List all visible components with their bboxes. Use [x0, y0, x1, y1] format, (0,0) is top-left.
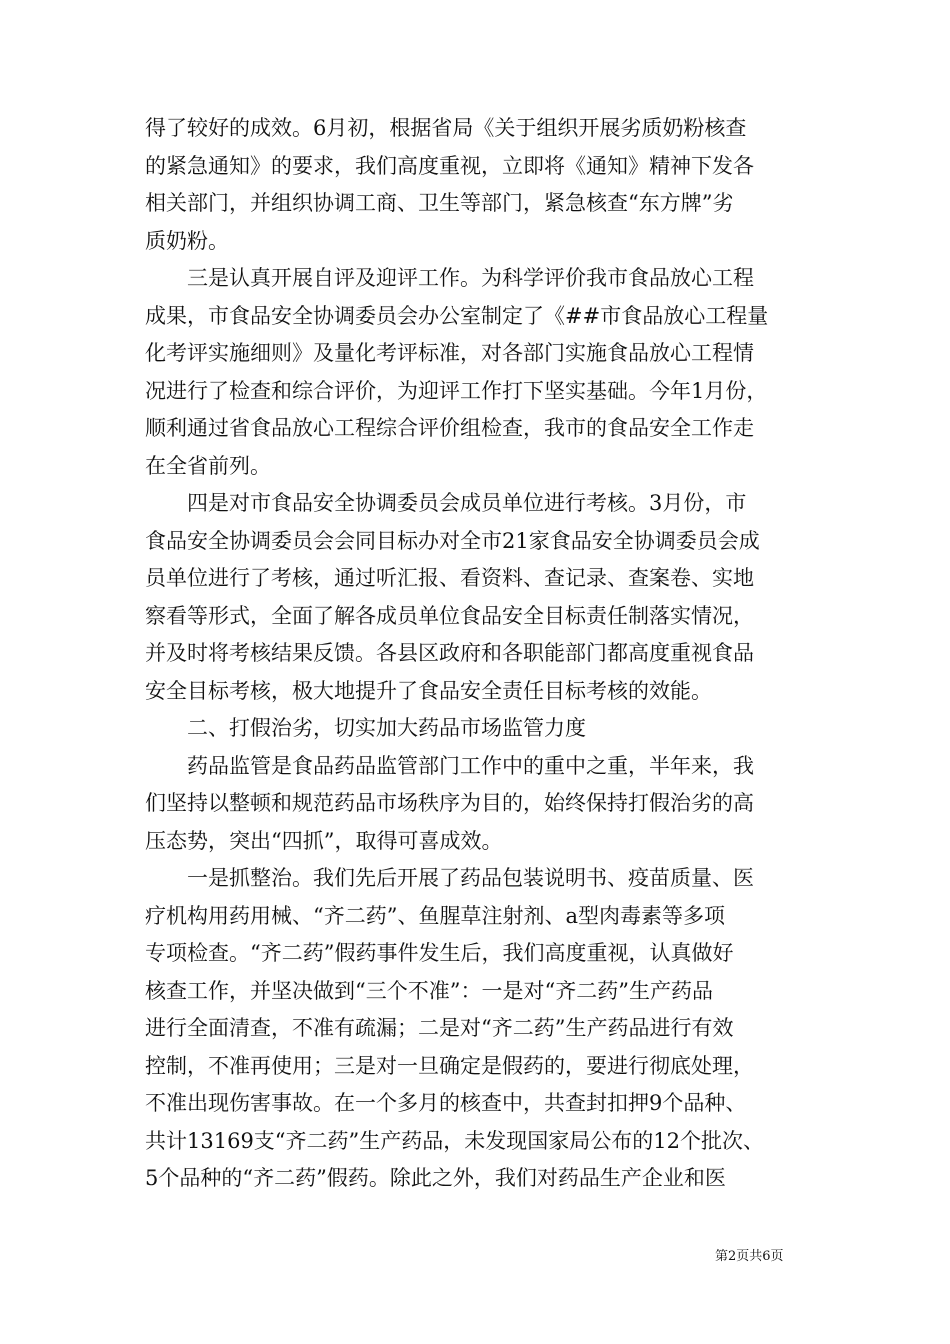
text-line: 成果，市食品安全协调委员会办公室制定了《##市食品放心工程量 [145, 303, 769, 328]
text-line: 得了较好的成效。6月初，根据省局《关于组织开展劣质奶粉核查 [145, 116, 747, 140]
text-line: 不准出现伤害事故。在一个多月的核查中，共查封扣押9个品种、 [145, 1091, 747, 1115]
text-line: 疗机构用药用械、“齐二药”、鱼腥草注射剂、a型肉毒素等多项 [145, 903, 725, 928]
text-line: 员单位进行了考核，通过听汇报、看资料、查记录、查案卷、实地 [145, 566, 754, 590]
text-line: 共计13169支“齐二药”生产药品，未发现国家局公布的12个批次、 [145, 1128, 764, 1153]
text-line: 并及时将考核结果反馈。各县区政府和各职能部门都高度重视食品 [145, 641, 754, 665]
text-line: 在全省前列。 [145, 453, 271, 478]
text-line: 安全目标考核，极大地提升了食品安全责任目标考核的效能。 [145, 678, 712, 703]
text-line: 察看等形式，全面了解各成员单位食品安全目标责任制落实情况， [145, 603, 754, 628]
paragraph-start-line: 药品监管是食品药品监管部门工作中的重中之重，半年来，我 [187, 753, 754, 778]
section-heading: 二、打假治劣，切实加大药品市场监管力度 [187, 716, 586, 740]
paragraph-start-line: 一是抓整治。我们先后开展了药品包装说明书、疫苗质量、医 [187, 866, 754, 890]
text-line: 质奶粉。 [145, 228, 229, 253]
text-line: 压态势，突出“四抓”，取得可喜成效。 [145, 828, 503, 853]
text-line: 们坚持以整顿和规范药品市场秩序为目的，始终保持打假治劣的高 [145, 791, 754, 815]
text-line: 的紧急通知》的要求，我们高度重视，立即将《通知》精神下发各 [145, 153, 754, 178]
page-number-footer: 第2页共6页 [715, 1249, 784, 1264]
paragraph-start-line: 三是认真开展自评及迎评工作。为科学评价我市食品放心工程 [187, 266, 754, 290]
text-line: 5个品种的“齐二药”假药。除此之外，我们对药品生产企业和医 [145, 1166, 726, 1190]
text-line: 顺利通过省食品放心工程综合评价组检查，我市的食品安全工作走 [145, 416, 754, 440]
text-line: 专项检查。“齐二药”假药事件发生后，我们高度重视，认真做好 [145, 941, 734, 965]
text-line: 食品安全协调委员会会同目标办对全市21家食品安全协调委员会成 [145, 528, 760, 553]
text-line: 进行全面清查，不准有疏漏；二是对“齐二药”生产药品进行有效 [145, 1016, 734, 1040]
text-line: 化考评实施细则》及量化考评标准，对各部门实施食品放心工程情 [145, 341, 754, 365]
text-line: 控制，不准再使用；三是对一旦确定是假药的，要进行彻底处理， [145, 1053, 754, 1078]
text-line: 核查工作，并坚决做到“三个不准”：一是对“齐二药”生产药品 [145, 978, 713, 1003]
document-body [145, 110, 813, 1198]
text-line: 况进行了检查和综合评价，为迎评工作打下坚实基础。今年1月份， [145, 378, 768, 403]
text-line: 相关部门，并组织协调工商、卫生等部门，紧急核查“东方牌”劣 [145, 191, 734, 215]
paragraph-start-line: 四是对市食品安全协调委员会成员单位进行考核。3月份，市 [187, 491, 747, 515]
